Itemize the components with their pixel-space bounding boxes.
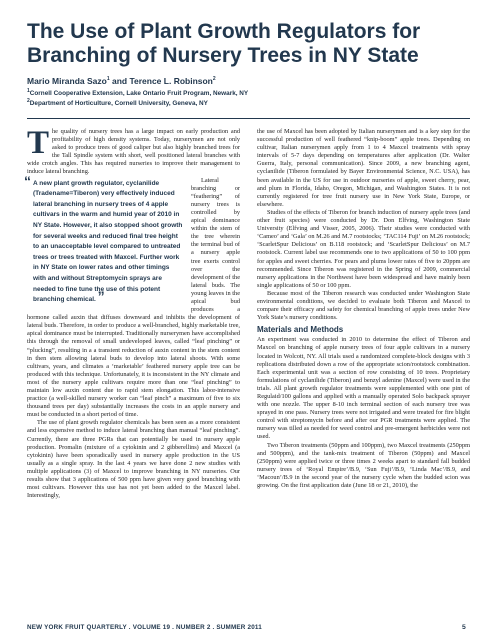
author-1-sup: 1 bbox=[106, 76, 110, 83]
journal-footer: NEW YORK FRUIT QUARTERLY . VOLUME 19 . NUMBER 2 . SUMMER 2011 bbox=[27, 624, 262, 631]
article-title: The Use of Plant Growth Regulators for Branching of Nursery Trees in NY State bbox=[27, 20, 421, 67]
affiliation-1-num: 1 bbox=[27, 88, 30, 94]
close-quote-mark: ” bbox=[97, 288, 105, 305]
affiliation-1 bbox=[27, 88, 248, 97]
affiliation-2-num: 2 bbox=[27, 98, 30, 104]
drop-cap: T bbox=[27, 125, 50, 161]
column-right bbox=[257, 128, 470, 490]
section-heading: Materials and Methods bbox=[257, 325, 344, 335]
open-quote-mark: “ bbox=[24, 172, 31, 189]
affiliation-1-text: Cornell Cooperative Extension, Lake Ontario Fruit Program, Newark, NY bbox=[29, 90, 249, 98]
paragraph-6: Because most of the Tiberon research was conducted under Washington State environmental conditions, we decided to evaluate both Tiberon and Maxcel to compare their efficacy and safety for chemical branching of apple trees under New York State’s nursery conditions. bbox=[257, 289, 470, 322]
paragraph-3: The use of plant growth regulator chemicals has been seen as a more consistent and less expensive method to induce lateral branching than manual “leaf pinching”. Currently, there are three PGRs that can potentially be used in nursery apple production. Promalin (mixture of a cytokinin and 2 gibberellins) and Maxcel (a cytokinin) have been sporadically used in nursery apple production in the US usually as a single spray. In the last 4 years we have done 2 new studies with multiple applications (3) of Maxcel to improve branching in NY nurseries. Our results show that 3 applications of 500 ppm have given very good branching with most cultivars. However this use has not yet been added to the Maxcel label. Interestingly, bbox=[27, 419, 240, 500]
column-left bbox=[24, 125, 240, 500]
paragraph-1-text: he quality of nursery trees has a large impact on early production and profitability of high density systems. Today, nurserymen are not only asked to produce trees of good caliper but also highly branched trees for the Tall Spindle system with short, well positioned lateral branches with wide crotch angles. This has required nurseries to improve their management to induce lateral branching. bbox=[27, 128, 240, 176]
pull-quote-text: A new plant growth regulator, cyclanilide (Tradename=Tiberon) very effectively induced lateral branching in nursery trees of 4 apple cultivars in the warm and humid year of 2010 in NY State. However, it also stopped shoot growth for several weeks and reduced final tree height to an unacceptable level compared to untreated trees or trees treated with Maxcel. Further work in NY State on lower rates and other timings with and without Streptomycin sprays are needed to fine tune the use of this potent branching chemical. bbox=[33, 179, 183, 304]
paragraph-8: Two Tiberon treatments (50ppm and 100ppm), two Maxcel treatments (250ppm and 500ppm), and the tank-mix treatment of Tiberon (50ppm) and Maxcel (250ppm) were applied twice or three times 2 weeks apart to standard fall budded nursery trees of ‘Royal Empire’/B.9, ‘Sun Fuji’/B.9, ‘Linda Mac’/B.9, and ‘Macoun’/B.9 in the second year of the nursery cycle when the budded scion was growing. On the first application date (June 18 or 21, 2010), the bbox=[257, 441, 470, 490]
paragraph-4: the use of Maxcel has been adopted by Italian nurserymen and is a key step for the successful production of well feathered “knip-boom” apple trees. Depending on cultivar, Italian nurserymen apply from 1 to 4 Maxcel treatments with spray intervals of 5-7 days depending on temperatures after application (Dr. Walter Guerra, Italy, personal communication). Since 2009, a new branching agent, cyclanilide (Tiberon formulated by Bayer Environmental Science, N.C. USA), has been available in the US for use in outdoor nurseries of apple, sweet cherry, pear, and plum in Florida, Idaho, Oregon, Michigan, and Washington States. It is not currently registered for tree fruit nursery use in New York State, Europe, or elsewhere. bbox=[257, 128, 470, 208]
paragraph-1 bbox=[27, 125, 240, 177]
affiliation-2-text: Department of Horticulture, Cornell University, Geneva, NY bbox=[29, 100, 208, 108]
pull-quote bbox=[24, 172, 183, 306]
author-1: Mario Miranda Sazo bbox=[27, 76, 107, 86]
paragraph-7: An experiment was conducted in 2010 to determine the effect of Tiberon and Maxcel on branching of apple nursery trees of four apple cultivars in a nursery located in Wolcott, NY. All trials used a randomized complete-block designs with 3 replications distributed down a row of the appropriate scion/rootstock combination. Each experimental unit was a section of row consisting of 10 trees. Proprietary formulations of cyclanilide (Tiberon) and benzyl adenine (Maxcel) were used in the trials. All plant growth regulator treatments were supplemented with one pint of Regulaid/100 gallons and applied with a manually operated Solo backpack sprayer with one nozzle. The upper 8-10 inch terminal section of each nursery tree was sprayed in one pass. Nursery trees were not irrigated and were treated for fire blight control with streptomycin before and after our PGR treatments were applied. The nursery was tilled as needed for weed control and pre-emergent herbicides were not used. bbox=[257, 336, 470, 441]
affiliation-2 bbox=[27, 98, 208, 107]
author-2-sup: 2 bbox=[212, 76, 216, 83]
header-rule bbox=[27, 118, 470, 119]
author-2: and Terence L. Robinson bbox=[109, 76, 213, 86]
page-number: 5 bbox=[462, 624, 466, 631]
paragraph-2: Lateral branching or “feathering” of nursery trees is controlled by apical dominance within the stem of the tree wherein the terminal bud of a nursery apple tree exerts control over the development of the lateral buds. The young leaves in the apical bud produces a hormone called auxin that diffuses downward and inhibits the development of lateral buds. Therefore, in order to produce a well-branched, highly marketable tree, apical dominance must be interrupted. Traditionally nurserymen have accomplished this through the removal of small undeveloped leaves, called “leaf pinching” or “plucking”, resulting in a a transient reduction of auxin content in the stem content in then stem allowing lateral buds to develop into lateral shoots. With some cultivars, years, and climates a ‘marketable’ feathered nursery apple tree can be produced with this technique. Unfortunately, it is inconsistent in the NY climate and most of the nursery apple cultivars require more than one “leaf pinching” to maintain low auxin content due to rapid stem elongation. This labor-intensive practice (a well-skilled nursery worker can “leaf pinch” a maximum of five to six thousand trees per day) substantially increases the costs in an apple nursery and must be conducted in a short period of time. bbox=[27, 176, 240, 419]
authors-line bbox=[27, 76, 216, 86]
paragraph-5: Studies of the effects of Tiberon for branch induction of nursery apple trees (and other fruit species) were conducted by Dr. Don Elfving, Washington State University (Elfving and Visser, 2005, 2006). Their studies were conducted with ‘Cameo’ and ‘Gala’ on M.26 and M.7 rootstocks; ‘TAC114 Fuji’ on M.26 rootstock; ‘ScarletSpur Delicious’ on B.118 rootstock; and ‘ScarletSpur Delicious’ on M.7 rootstock. Current label use recommends one to two applications of 50 to 100 ppm for apples and sweet cherries. For pears and plums lower rates of five to 20ppm are recommended. Since Tiberon was registered in the Spring of 2009, commercial nursery applications in the Northwest have been widespread and have mainly been single applications of 50 or 100 ppm. bbox=[257, 208, 470, 289]
